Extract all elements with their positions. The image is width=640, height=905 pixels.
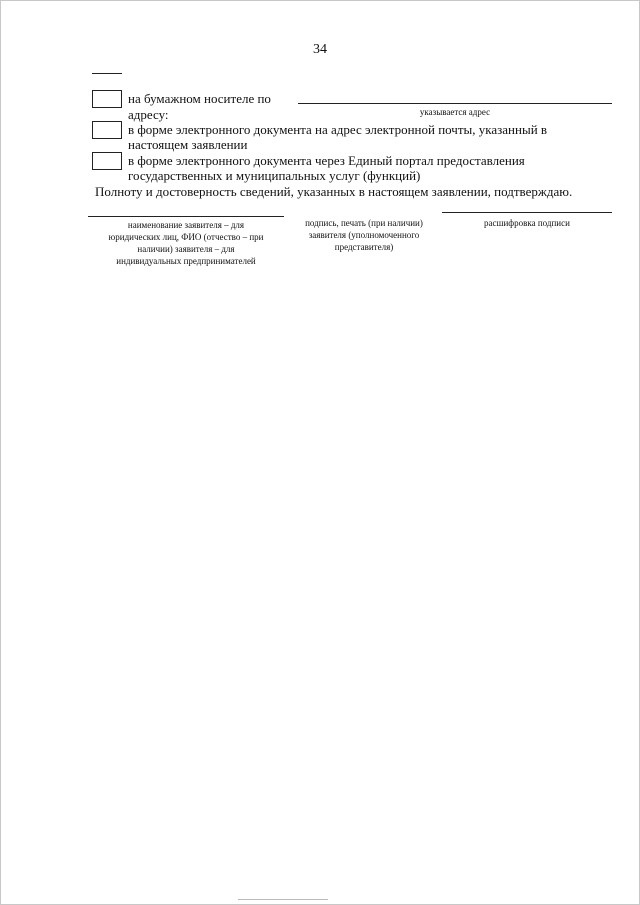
page-number: 34 bbox=[313, 42, 327, 57]
name-caption bbox=[88, 219, 284, 267]
decode-caption-line: расшифровка подписи bbox=[484, 218, 570, 228]
sign-caption-line: подпись, печать (при наличии) bbox=[305, 218, 423, 228]
address-hint: указывается адрес bbox=[419, 107, 491, 117]
name-caption-line: наименование заявителя – для bbox=[127, 220, 245, 230]
sign-caption-line: заявителя (уполномоченного bbox=[308, 230, 420, 240]
decode-caption bbox=[442, 217, 612, 229]
address-line[interactable] bbox=[298, 103, 612, 104]
email-option-line2: настоящем заявлении bbox=[128, 137, 248, 152]
name-caption-line: юридических лиц, ФИО (отчество – при bbox=[108, 232, 264, 242]
name-caption-line: индивидуальных предпринимателей bbox=[116, 256, 256, 266]
decode-line[interactable] bbox=[442, 212, 612, 213]
top-dash bbox=[92, 73, 122, 74]
sign-caption-line: представителя) bbox=[334, 242, 394, 252]
paper-option-line1: на бумажном носителе по bbox=[128, 91, 271, 106]
portal-option-line1: в форме электронного документа через Единый портал предоставления bbox=[128, 153, 525, 168]
portal-option-line2: государственных и муниципальных услуг (функций) bbox=[128, 168, 421, 183]
portal-option-checkbox[interactable] bbox=[92, 152, 122, 170]
email-option-checkbox[interactable] bbox=[92, 121, 122, 139]
paper-option-checkbox[interactable] bbox=[92, 90, 122, 108]
bottom-edge-mark bbox=[238, 899, 328, 900]
name-line[interactable] bbox=[88, 216, 284, 217]
paper-option-line2: адресу: bbox=[128, 107, 169, 122]
name-caption-line: наличии) заявителя – для bbox=[137, 244, 235, 254]
sign-caption bbox=[286, 217, 442, 253]
email-option-line1: в форме электронного документа на адрес электронной почты, указанный в bbox=[128, 122, 548, 137]
confirmation-text: Полноту и достоверность сведений, указанных в настоящем заявлении, подтверждаю. bbox=[95, 184, 573, 199]
